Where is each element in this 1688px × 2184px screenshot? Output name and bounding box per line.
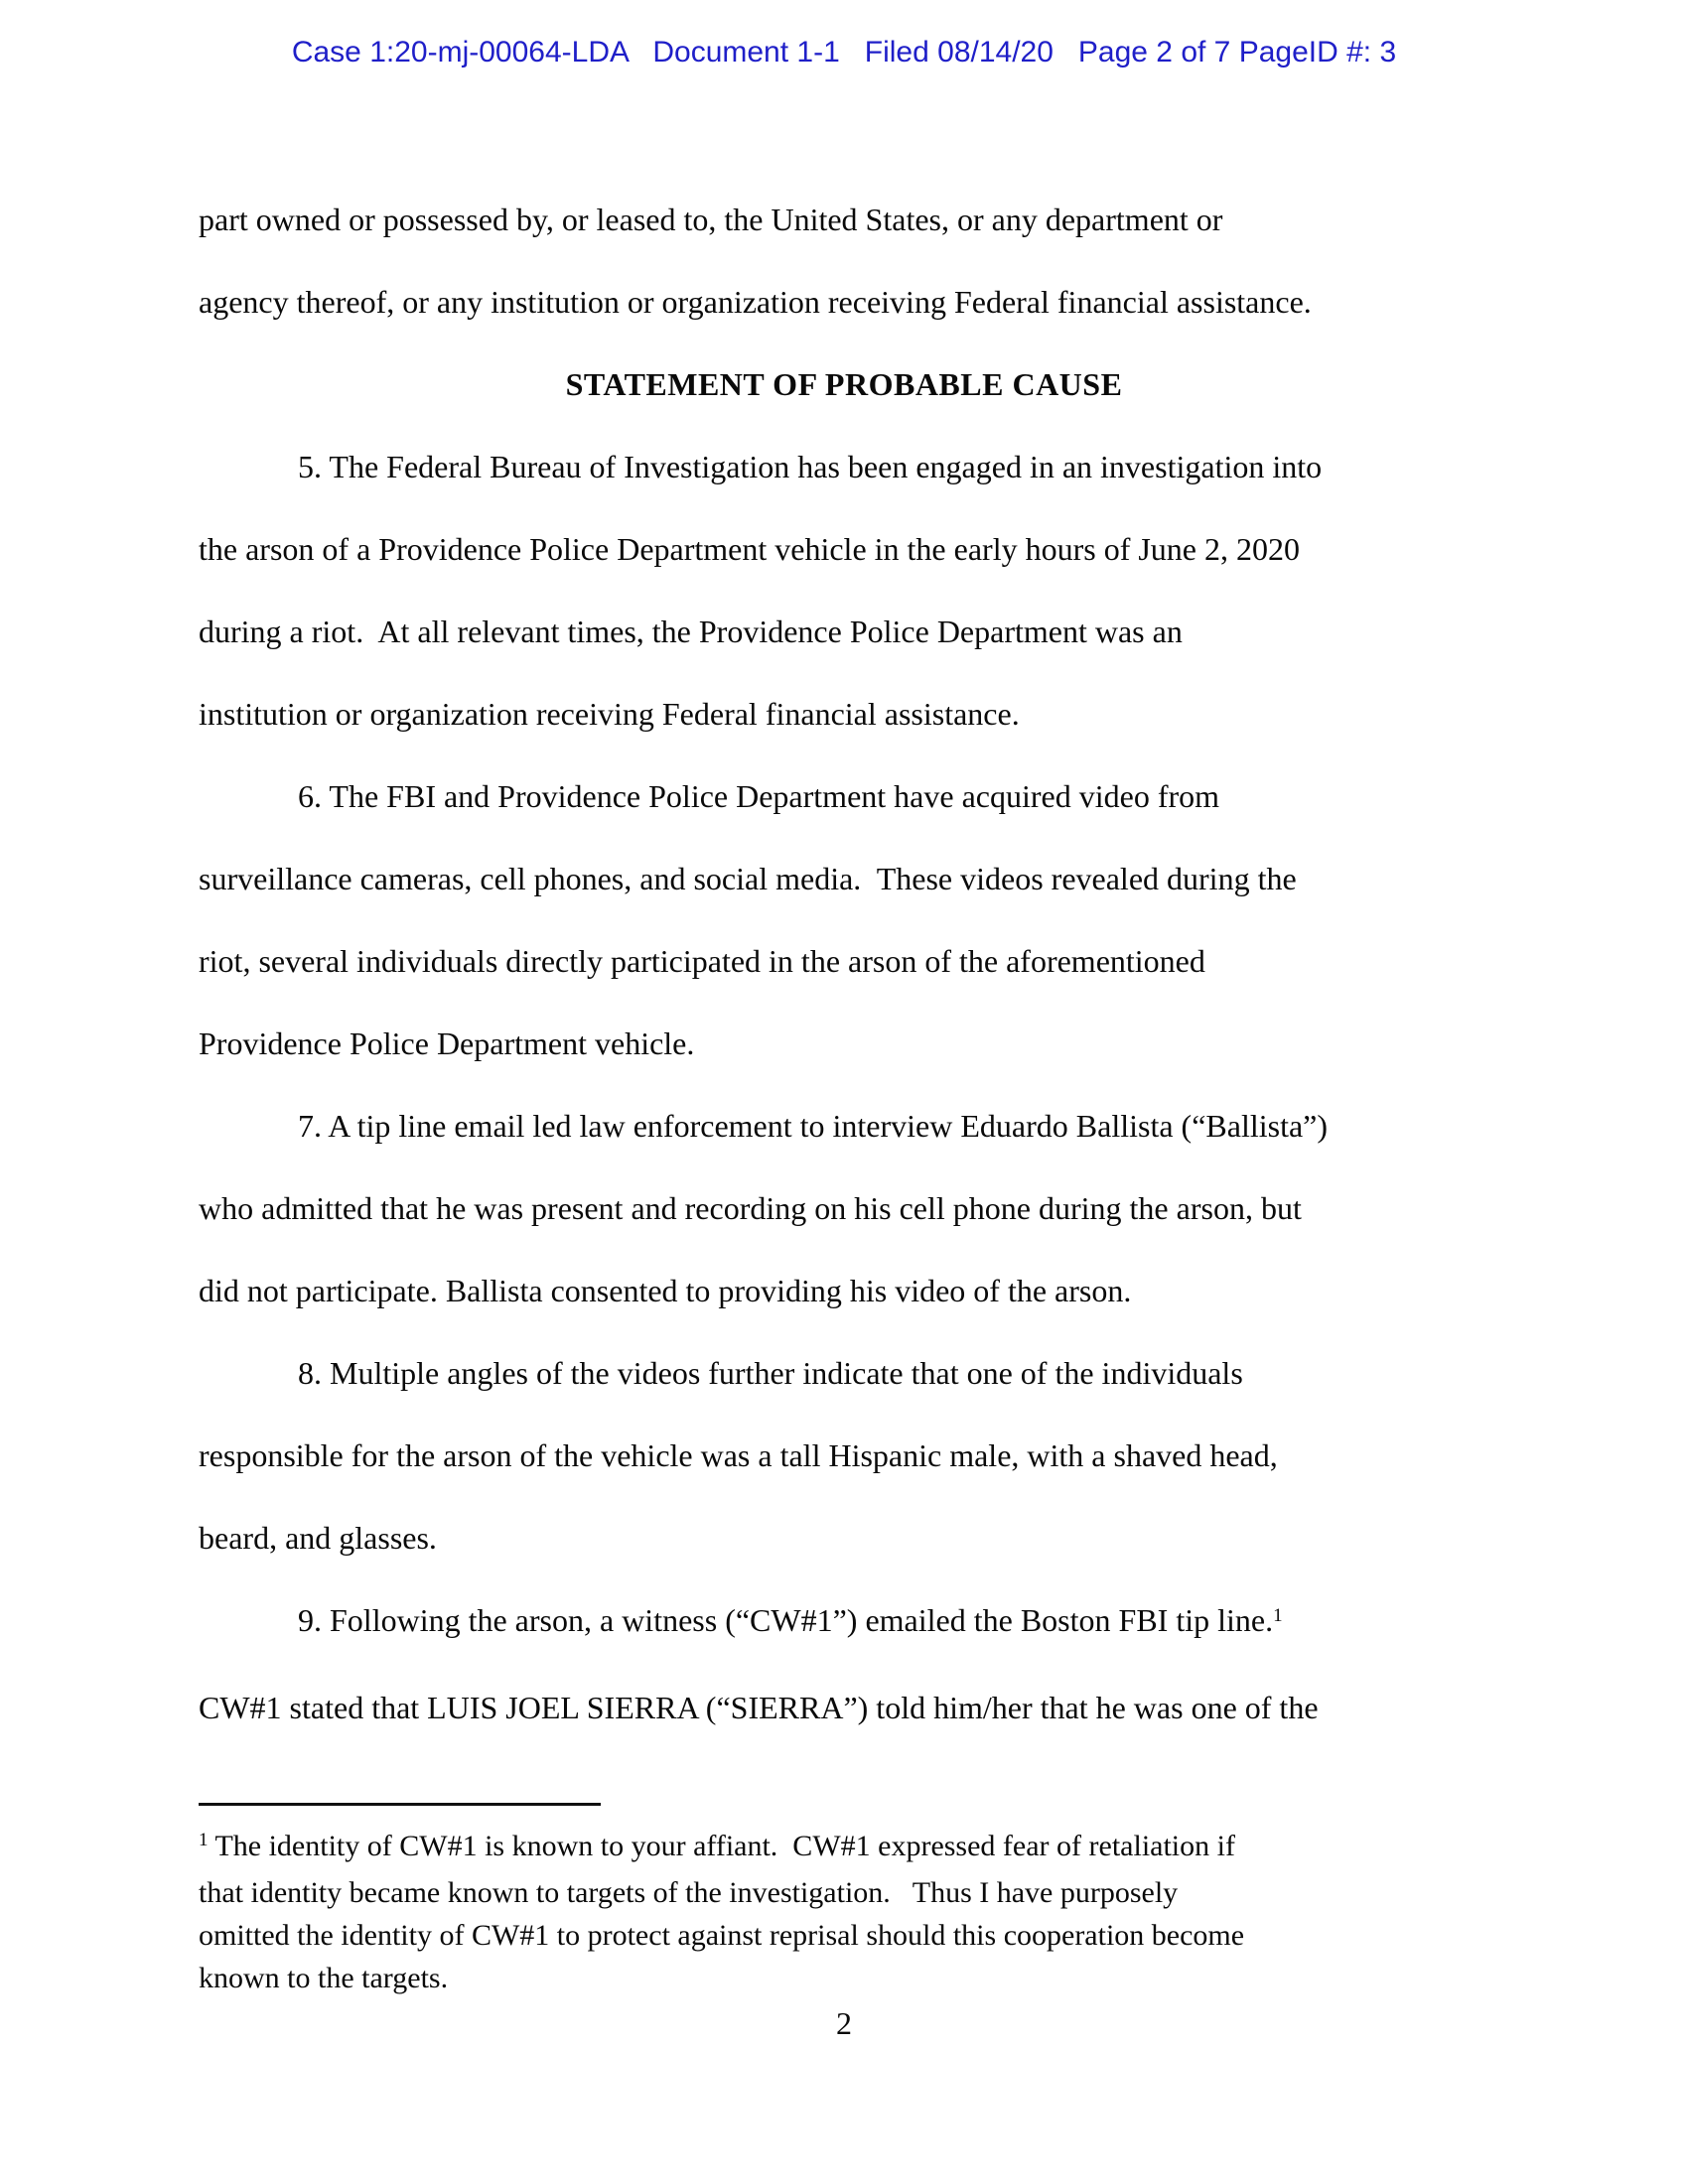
document-body [199, 179, 1489, 1749]
document-line: institution or organization receiving Federal financial assistance. [199, 696, 1020, 732]
document-line: 8. Multiple angles of the videos further indicate that one of the individuals [298, 1355, 1243, 1391]
document-line: the arson of a Providence Police Department vehicle in the early hours of June 2, 2020 [199, 531, 1300, 567]
document-line: beard, and glasses. [199, 1520, 437, 1556]
footnote-marker: 1 [199, 1829, 209, 1850]
footnote [199, 1825, 1499, 1999]
footnote-line: that identity became known to targets of the investigation. Thus I have purposely [199, 1876, 1179, 1909]
footnote-line: omitted the identity of CW#1 to protect against reprisal should this cooperation become [199, 1919, 1245, 1952]
document-line: 6. The FBI and Providence Police Department have acquired video from [298, 778, 1220, 814]
footnote-separator [199, 1803, 601, 1806]
document-line: surveillance cameras, cell phones, and social media. These videos revealed during the [199, 861, 1297, 896]
document-line: CW#1 stated that LUIS JOEL SIERRA (“SIERRA”) told him/her that he was one of the [199, 1690, 1319, 1725]
document-line: 5. The Federal Bureau of Investigation has been engaged in an investigation into [298, 449, 1323, 484]
document-line: during a riot. At all relevant times, the Providence Police Department was an [199, 614, 1183, 649]
document-line: responsible for the arson of the vehicle was a tall Hispanic male, with a shaved head, [199, 1437, 1278, 1473]
document-line: riot, several individuals directly participated in the arson of the aforementioned [199, 943, 1205, 979]
document-line: who admitted that he was present and recording on his cell phone during the arson, but [199, 1190, 1302, 1226]
document-line-text: 9. Following the arson, a witness (“CW#1”) emailed the Boston FBI tip line. [298, 1602, 1274, 1638]
document-line: part owned or possessed by, or leased to, the United States, or any department or [199, 202, 1223, 237]
footnote-line [199, 1825, 1499, 1871]
document-line: did not participate. Ballista consented to providing his video of the arson. [199, 1273, 1132, 1308]
document-line [199, 1579, 1489, 1667]
footnote-line: known to the targets. [199, 1962, 449, 1994]
court-filing-stamp: Case 1:20-mj-00064-LDA Document 1-1 Filed 08/14/20 Page 2 of 7 PageID #: 3 [291, 36, 1397, 68]
document-line: Providence Police Department vehicle. [199, 1025, 695, 1061]
page-number: 2 [836, 2005, 852, 2041]
document-line: 7. A tip line email led law enforcement to interview Eduardo Ballista (“Ballista”) [298, 1108, 1329, 1144]
document-line: agency thereof, or any institution or organization receiving Federal financial assistance. [199, 284, 1312, 320]
footnote-reference: 1 [1273, 1604, 1283, 1626]
section-heading: STATEMENT OF PROBABLE CAUSE [565, 366, 1123, 402]
footnote-line-text: The identity of CW#1 is known to your affiant. CW#1 expressed fear of retaliation if [208, 1830, 1235, 1862]
